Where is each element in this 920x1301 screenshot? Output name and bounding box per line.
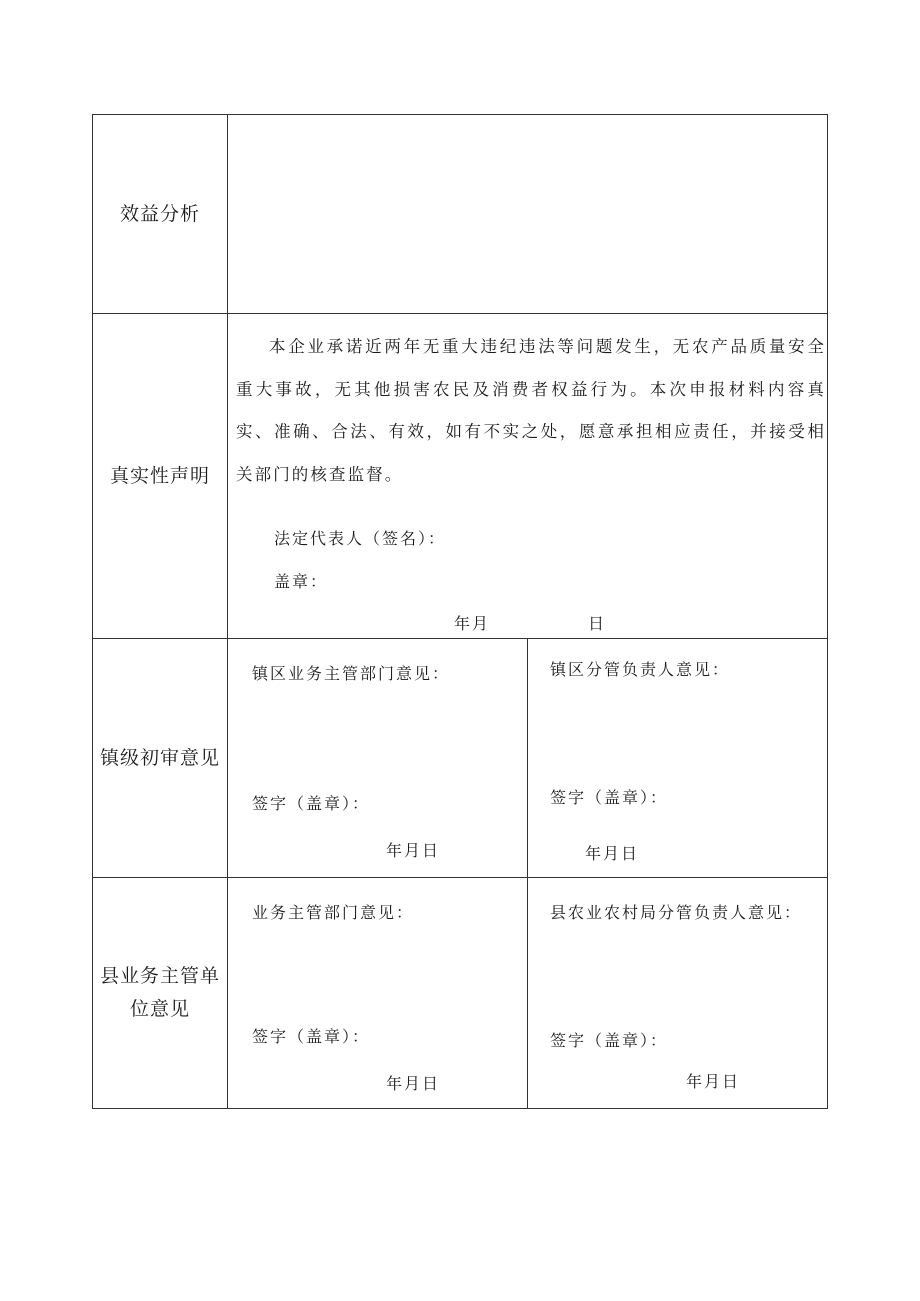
town-leader-opinion-cell[interactable] (527, 638, 828, 878)
county-opinion-label-cell (92, 877, 228, 1109)
county-opinion-label (100, 960, 220, 1026)
county-department-date: 年月日 (386, 1074, 441, 1093)
county-leader-opinion-title: 县农业农村局分管负责人意见： (550, 903, 803, 922)
legal-representative-signature-label: 法定代表人（签名）： (274, 529, 447, 548)
declaration-date-year-month: 年月 (454, 614, 491, 633)
benefit-analysis-content-cell[interactable] (227, 114, 828, 314)
declaration-date-day: 日 (588, 614, 607, 633)
county-opinion-label-line2: 位意见 (129, 998, 190, 1020)
county-department-sign-label: 签字（盖章）： (252, 1027, 371, 1046)
county-department-opinion-cell[interactable] (227, 877, 528, 1109)
county-leader-sign-label: 签字（盖章）： (550, 1031, 669, 1050)
county-leader-date: 年月日 (686, 1072, 741, 1091)
seal-label: 盖章： (274, 572, 329, 591)
town-leader-sign-label: 签字（盖章）： (550, 788, 669, 807)
town-department-opinion-cell[interactable] (227, 638, 528, 878)
declaration-label: 真实性声明 (109, 464, 210, 487)
declaration-label-cell (92, 313, 228, 639)
county-opinion-label-line1: 县业务主管单 (99, 965, 220, 987)
town-leader-date: 年月日 (585, 844, 640, 863)
town-leader-opinion-title: 镇区分管负责人意见： (550, 660, 731, 679)
application-form-table (92, 114, 828, 1109)
benefit-analysis-label-cell (92, 114, 228, 314)
benefit-analysis-label: 效益分析 (119, 202, 200, 225)
town-review-label-cell (92, 638, 228, 878)
declaration-content-cell (227, 313, 828, 639)
declaration-paragraph: 本企业承诺近两年无重大违纪违法等问题发生，无农产品质量安全重大事故，无其他损害农民及消费者权益行为。本次申报材料内容真实、准确、合法、有效，如有不实之处，愿意承担相应责任，并接受相关部门的核查监督。 (236, 337, 826, 484)
town-department-opinion-title: 镇区业务主管部门意见： (252, 664, 451, 683)
county-department-opinion-title: 业务主管部门意见： (252, 903, 415, 922)
town-department-sign-label: 签字（盖章）： (252, 794, 371, 813)
county-leader-opinion-cell[interactable] (527, 877, 828, 1109)
town-review-label: 镇级初审意见 (99, 746, 220, 769)
town-department-date: 年月日 (386, 841, 441, 860)
